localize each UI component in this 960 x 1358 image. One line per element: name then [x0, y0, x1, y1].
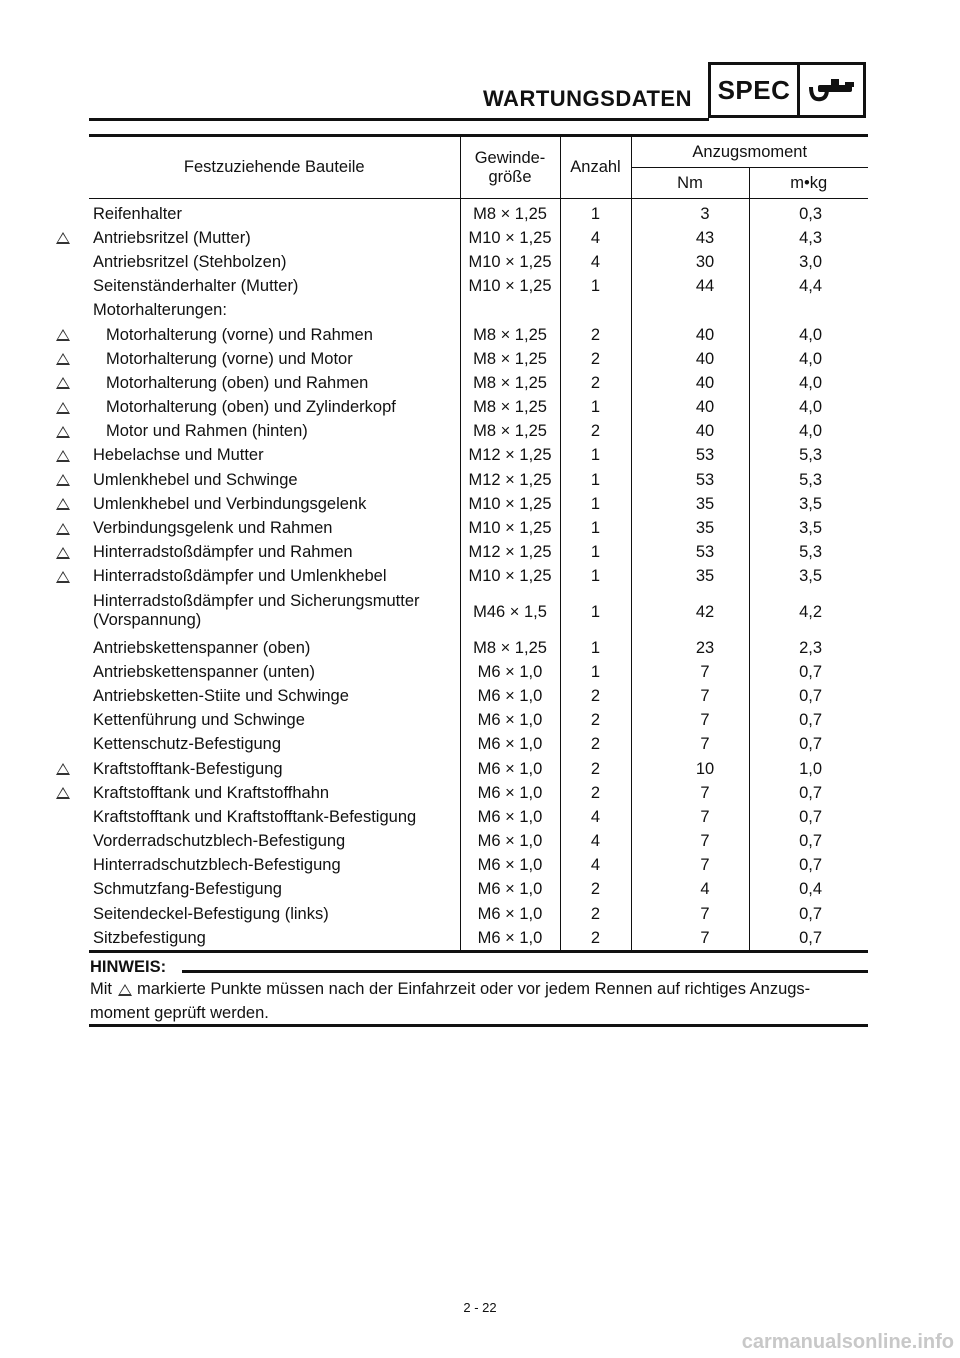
cell-thread: M10 × 1,25 — [460, 516, 560, 540]
cell-qty: 2 — [560, 347, 631, 371]
cell-nm: 53 — [631, 444, 749, 468]
cell-qty: 1 — [560, 565, 631, 589]
cell-mkg: 3,5 — [799, 494, 822, 513]
cell-qty: 2 — [560, 709, 631, 733]
cell-part: Kettenschutz-Befestigung — [89, 733, 460, 757]
cell-part: Sitzbefestigung — [89, 926, 460, 952]
check-mark-triangle-icon — [56, 763, 70, 775]
note-bottom-rule — [89, 1024, 868, 1027]
table-row — [89, 420, 868, 444]
cell-mkg: 0,3 — [799, 204, 822, 223]
check-mark-triangle-icon — [56, 474, 70, 486]
torque-spec-table — [89, 134, 868, 953]
cell-qty: 2 — [560, 781, 631, 805]
cell-part: Hebelachse und Mutter — [89, 444, 460, 468]
cell-nm: 43 — [631, 226, 749, 250]
cell-qty: 2 — [560, 733, 631, 757]
header-rule — [89, 118, 709, 121]
cell-mkg: 4,4 — [799, 277, 822, 296]
cell-qty: 2 — [560, 371, 631, 395]
cell-part: Kraftstofftank und Kraftstoffhahn — [89, 781, 460, 805]
table-row — [89, 709, 868, 733]
cell-nm: 7 — [631, 902, 749, 926]
cell-thread: M8 × 1,25 — [460, 371, 560, 395]
cell-qty: 1 — [560, 660, 631, 684]
table-row — [89, 323, 868, 347]
cell-nm: 40 — [631, 347, 749, 371]
cell-thread: M6 × 1,0 — [460, 878, 560, 902]
table-row — [89, 636, 868, 660]
table-row — [89, 565, 868, 589]
cell-qty: 4 — [560, 250, 631, 274]
cell-nm: 10 — [631, 757, 749, 781]
cell-nm: 7 — [631, 830, 749, 854]
table-row — [89, 733, 868, 757]
cell-part: Motorhalterung (vorne) und Motor — [89, 347, 460, 371]
cell-nm: 53 — [631, 468, 749, 492]
note-label: HINWEIS: — [90, 958, 167, 976]
cell-part: Kraftstofftank und Kraftstofftank-Befestigung — [89, 805, 460, 829]
cell-thread: M10 × 1,25 — [460, 492, 560, 516]
cell-mkg: 5,3 — [799, 543, 822, 562]
check-mark-triangle-icon — [56, 450, 70, 462]
table-row — [89, 781, 868, 805]
cell-mkg: 4,0 — [799, 398, 822, 417]
table-row — [89, 347, 868, 371]
note-text — [90, 977, 868, 1025]
cell-part: Hinterradstoßdämpfer und Umlenkhebel — [89, 565, 460, 589]
cell-nm: 35 — [631, 492, 749, 516]
col-header-nm: Nm — [631, 168, 749, 199]
table-row — [89, 684, 868, 708]
table-row — [89, 492, 868, 516]
check-mark-triangle-icon — [56, 232, 70, 244]
cell-qty: 4 — [560, 226, 631, 250]
cell-part: Motorhalterung (oben) und Zylinderkopf — [89, 396, 460, 420]
table-row — [89, 468, 868, 492]
cell-mkg: 4,0 — [799, 325, 822, 344]
cell-nm: 7 — [631, 733, 749, 757]
cell-thread: M6 × 1,0 — [460, 757, 560, 781]
cell-nm: 7 — [631, 781, 749, 805]
page-number: 2 - 22 — [463, 1300, 497, 1315]
cell-mkg: 0,7 — [799, 711, 822, 730]
check-mark-triangle-icon — [56, 787, 70, 799]
cell-thread: M10 × 1,25 — [460, 250, 560, 274]
note-rule — [182, 970, 868, 973]
cell-nm: 7 — [631, 805, 749, 829]
col-header-part: Festzuziehende Bauteile — [89, 136, 460, 199]
cell-thread: M10 × 1,25 — [460, 275, 560, 299]
cell-part: Umlenkhebel und Schwinge — [89, 468, 460, 492]
cell-part: Seitendeckel-Befestigung (links) — [89, 902, 460, 926]
check-mark-triangle-icon — [56, 353, 70, 365]
cell-part: Verbindungsgelenk und Rahmen — [89, 516, 460, 540]
cell-part: Antriebsritzel (Mutter) — [89, 226, 460, 250]
cell-qty: 2 — [560, 878, 631, 902]
note-text-after: markierte Punkte müssen nach der Einfahrzeit oder vor jedem Rennen auf richtiges Anzugs-moment geprüft werden. — [90, 980, 811, 1022]
cell-mkg: 5,3 — [799, 470, 822, 489]
cell-mkg: 0,7 — [799, 856, 822, 875]
cell-thread — [460, 299, 560, 323]
table-row — [89, 299, 868, 323]
cell-thread: M8 × 1,25 — [460, 323, 560, 347]
cell-nm: 7 — [631, 854, 749, 878]
cell-thread: M6 × 1,0 — [460, 926, 560, 952]
check-mark-triangle-icon — [56, 571, 70, 583]
table-row — [89, 589, 868, 636]
cell-part: Motor und Rahmen (hinten) — [89, 420, 460, 444]
cell-thread: M8 × 1,25 — [460, 636, 560, 660]
cell-nm: 3 — [631, 199, 749, 227]
table-row — [89, 757, 868, 781]
col-header-thread: Gewinde- größe — [460, 136, 560, 199]
cell-nm — [631, 299, 749, 323]
cell-mkg: 0,4 — [799, 880, 822, 899]
table-row — [89, 541, 868, 565]
table-row — [89, 250, 868, 274]
table-row — [89, 226, 868, 250]
cell-thread: M6 × 1,0 — [460, 805, 560, 829]
cell-thread: M6 × 1,0 — [460, 781, 560, 805]
cell-qty: 1 — [560, 516, 631, 540]
col-header-torque: Anzugsmoment — [631, 136, 868, 168]
cell-qty: 2 — [560, 757, 631, 781]
cell-thread: M8 × 1,25 — [460, 199, 560, 227]
cell-thread: M6 × 1,0 — [460, 830, 560, 854]
cell-qty: 1 — [560, 396, 631, 420]
table-row — [89, 878, 868, 902]
cell-mkg: 5,3 — [799, 446, 822, 465]
cell-mkg: 0,7 — [799, 928, 822, 947]
cell-qty: 1 — [560, 275, 631, 299]
cell-mkg: 4,0 — [799, 373, 822, 392]
cell-nm: 35 — [631, 516, 749, 540]
cell-mkg: 3,0 — [799, 252, 822, 271]
cell-thread: M10 × 1,25 — [460, 565, 560, 589]
cell-qty: 2 — [560, 684, 631, 708]
table-row — [89, 275, 868, 299]
cell-mkg — [749, 299, 868, 323]
cell-thread: M12 × 1,25 — [460, 541, 560, 565]
cell-mkg: 3,5 — [799, 567, 822, 586]
cell-nm: 7 — [631, 684, 749, 708]
cell-qty: 2 — [560, 902, 631, 926]
cell-qty: 4 — [560, 830, 631, 854]
cell-mkg: 0,7 — [799, 832, 822, 851]
torque-wrench-icon — [800, 65, 863, 115]
table-row — [89, 396, 868, 420]
check-mark-triangle-icon — [56, 547, 70, 559]
cell-mkg: 4,0 — [799, 422, 822, 441]
cell-nm: 44 — [631, 275, 749, 299]
cell-thread: M6 × 1,0 — [460, 733, 560, 757]
cell-nm: 7 — [631, 660, 749, 684]
cell-thread: M10 × 1,25 — [460, 226, 560, 250]
cell-part: Hinterradschutzblech-Befestigung — [89, 854, 460, 878]
cell-nm: 53 — [631, 541, 749, 565]
cell-part: Umlenkhebel und Verbindungsgelenk — [89, 492, 460, 516]
table-row — [89, 660, 868, 684]
cell-qty: 1 — [560, 199, 631, 227]
cell-thread: M8 × 1,25 — [460, 396, 560, 420]
table-row — [89, 444, 868, 468]
cell-part: Motorhalterung (oben) und Rahmen — [89, 371, 460, 395]
cell-mkg: 0,7 — [799, 904, 822, 923]
cell-part: Kraftstofftank-Befestigung — [89, 757, 460, 781]
cell-part: Vorderradschutzblech-Befestigung — [89, 830, 460, 854]
note-text-before: Mit — [90, 980, 112, 998]
cell-mkg: 4,0 — [799, 349, 822, 368]
cell-thread: M8 × 1,25 — [460, 420, 560, 444]
cell-qty: 2 — [560, 420, 631, 444]
cell-nm: 23 — [631, 636, 749, 660]
cell-qty: 4 — [560, 854, 631, 878]
cell-qty: 2 — [560, 323, 631, 347]
cell-part: Reifenhalter — [89, 199, 460, 227]
cell-thread: M46 × 1,5 — [460, 589, 560, 636]
page-title: WARTUNGSDATEN — [483, 86, 692, 111]
cell-nm: 7 — [631, 926, 749, 952]
cell-qty: 1 — [560, 492, 631, 516]
cell-thread: M6 × 1,0 — [460, 854, 560, 878]
table-row — [89, 854, 868, 878]
cell-thread: M12 × 1,25 — [460, 468, 560, 492]
check-mark-triangle-icon — [56, 523, 70, 535]
check-mark-triangle-icon — [56, 377, 70, 389]
watermark: carmanualsonline.info — [741, 1331, 954, 1353]
cell-qty: 1 — [560, 636, 631, 660]
table-row — [89, 902, 868, 926]
cell-nm: 40 — [631, 371, 749, 395]
cell-mkg: 0,7 — [799, 735, 822, 754]
cell-part: Antriebsketten-Stiite und Schwinge — [89, 684, 460, 708]
cell-mkg: 4,3 — [799, 228, 822, 247]
cell-qty — [560, 299, 631, 323]
cell-part: Antriebsritzel (Stehbolzen) — [89, 250, 460, 274]
cell-mkg: 2,3 — [799, 638, 822, 657]
cell-part: Hinterradstoßdämpfer und Rahmen — [89, 541, 460, 565]
cell-part: Schmutzfang-Befestigung — [89, 878, 460, 902]
cell-mkg: 0,7 — [799, 807, 822, 826]
cell-thread: M6 × 1,0 — [460, 709, 560, 733]
check-mark-triangle-icon — [118, 984, 132, 996]
spec-label: SPEC — [711, 65, 800, 115]
cell-qty: 1 — [560, 468, 631, 492]
cell-part: Seitenständerhalter (Mutter) — [89, 275, 460, 299]
table-row — [89, 516, 868, 540]
cell-nm: 40 — [631, 420, 749, 444]
cell-nm: 42 — [631, 589, 749, 636]
check-mark-triangle-icon — [56, 498, 70, 510]
cell-thread: M12 × 1,25 — [460, 444, 560, 468]
cell-qty: 1 — [560, 589, 631, 636]
cell-thread: M6 × 1,0 — [460, 684, 560, 708]
col-header-mkg: m•kg — [749, 168, 868, 199]
cell-mkg: 0,7 — [799, 783, 822, 802]
cell-part: Motorhalterung (vorne) und Rahmen — [89, 323, 460, 347]
col-header-qty: Anzahl — [560, 136, 631, 199]
table-row — [89, 830, 868, 854]
cell-part: Kettenführung und Schwinge — [89, 709, 460, 733]
cell-qty: 4 — [560, 805, 631, 829]
check-mark-triangle-icon — [56, 329, 70, 341]
cell-nm: 35 — [631, 565, 749, 589]
cell-part: Antriebskettenspanner (unten) — [89, 660, 460, 684]
cell-mkg: 3,5 — [799, 519, 822, 538]
cell-mkg: 4,2 — [799, 603, 822, 621]
cell-qty: 1 — [560, 541, 631, 565]
cell-thread: M6 × 1,0 — [460, 660, 560, 684]
cell-mkg: 0,7 — [799, 686, 822, 705]
spec-section-badge — [708, 62, 866, 118]
check-mark-triangle-icon — [56, 402, 70, 414]
cell-nm: 30 — [631, 250, 749, 274]
cell-thread: M8 × 1,25 — [460, 347, 560, 371]
cell-nm: 40 — [631, 396, 749, 420]
table-row — [89, 199, 868, 227]
cell-nm: 7 — [631, 709, 749, 733]
cell-qty: 1 — [560, 444, 631, 468]
cell-nm: 40 — [631, 323, 749, 347]
cell-part: Motorhalterungen: — [89, 299, 460, 323]
table-row — [89, 926, 868, 952]
table-row — [89, 371, 868, 395]
cell-part: Hinterradstoßdämpfer und Sicherungsmutter (Vorspannung) — [89, 589, 460, 636]
table-row — [89, 805, 868, 829]
cell-mkg: 1,0 — [799, 759, 822, 778]
check-mark-triangle-icon — [56, 426, 70, 438]
cell-nm: 4 — [631, 878, 749, 902]
cell-mkg: 0,7 — [799, 662, 822, 681]
cell-thread: M6 × 1,0 — [460, 902, 560, 926]
cell-qty: 2 — [560, 926, 631, 952]
cell-part: Antriebskettenspanner (oben) — [89, 636, 460, 660]
